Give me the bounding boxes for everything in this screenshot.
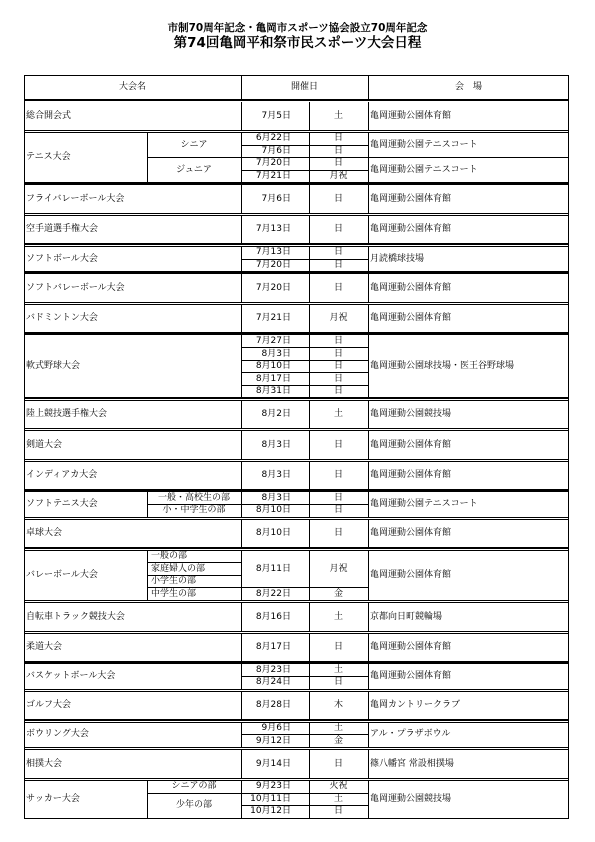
- date-cell: 8月3日: [261, 470, 291, 481]
- schedule-table: [24, 75, 569, 819]
- day-cell: 日: [333, 470, 343, 481]
- category-label: シニアの部: [171, 781, 217, 792]
- day-cell: 日: [333, 492, 343, 503]
- event-name: バドミントン大会: [26, 313, 98, 324]
- category-label: 一般・高校生の部: [157, 492, 230, 503]
- date-cell: 8月17日: [255, 642, 291, 653]
- day-cell: 日: [333, 528, 343, 539]
- date-cell: 7月13日: [255, 224, 291, 235]
- venue-name: 亀岡運動公園体育館: [370, 224, 452, 235]
- date-cell: 9月14日: [255, 758, 291, 769]
- event-name: ゴルフ大会: [26, 700, 72, 711]
- day-cell: 日: [333, 758, 343, 769]
- day-cell: 日: [333, 282, 343, 293]
- header-divider: [241, 75, 242, 99]
- day-cell: 土: [333, 110, 343, 121]
- venue-name: 亀岡運動公園体育館: [370, 439, 452, 450]
- day-cell: 日: [333, 145, 343, 156]
- day-cell: 日: [333, 806, 343, 817]
- date-cell: 7月27日: [255, 336, 291, 347]
- event-name: インディアカ大会: [26, 470, 98, 481]
- event-name: ボウリング大会: [26, 729, 89, 740]
- table-right-border: [568, 75, 569, 818]
- date-cell: 8月23日: [255, 664, 291, 675]
- column-header-event: 大会名: [118, 82, 146, 92]
- venue-name: 亀岡運動公園体育館: [370, 193, 452, 204]
- event-name: テニス大会: [26, 152, 71, 163]
- date-cell: 7月20日: [255, 158, 291, 169]
- date-cell: 8月17日: [255, 373, 291, 384]
- venue-name: 亀岡運動公園体育館: [370, 313, 452, 324]
- date-cell: 8月10日: [255, 361, 291, 372]
- date-cell: 8月10日: [255, 505, 291, 516]
- category-label: 一般の部: [151, 551, 188, 562]
- event-name: 剣道大会: [26, 439, 63, 450]
- page-title: 第74回亀岡平和祭市民スポーツ大会日程: [173, 35, 422, 51]
- day-cell: 日: [333, 336, 343, 347]
- event-name: 陸上競技選手権大会: [26, 408, 108, 419]
- date-cell: 8月3日: [261, 348, 291, 359]
- day-cell: 日: [333, 224, 343, 235]
- date-cell: 8月11日: [255, 563, 291, 574]
- date-cell: 9月23日: [255, 781, 291, 792]
- event-name: 軟式野球大会: [26, 361, 81, 372]
- venue-name: アル・プラザボウル: [370, 729, 451, 740]
- day-cell: 日: [333, 193, 343, 204]
- event-name: ソフトテニス大会: [26, 499, 98, 510]
- venue-name: 篠八幡宮 常設相撲場: [370, 758, 454, 769]
- date-cell: 7月20日: [255, 282, 291, 293]
- column-header-date: 開催日: [290, 82, 318, 92]
- date-cell: 8月28日: [255, 700, 291, 711]
- venue-name: 亀岡運動公園体育館: [370, 569, 452, 580]
- day-cell: 月祝: [329, 170, 348, 181]
- column-header-venue: 会 場: [454, 82, 482, 92]
- category-label: 家庭婦人の部: [151, 563, 206, 574]
- subtitle: 市制70周年記念・亀岡市スポーツ協会設立70周年記念: [167, 22, 428, 34]
- venue-name: 亀岡運動公園体育館: [370, 642, 452, 653]
- venue-name: 亀岡運動公園体育館: [370, 528, 452, 539]
- day-cell: 日: [333, 133, 343, 144]
- event-name: 自転車トラック競技大会: [26, 611, 125, 622]
- day-cell: 土: [333, 611, 343, 622]
- venue-name: 亀岡運動公園体育館: [370, 282, 452, 293]
- venue-name: 京都向日町競輪場: [370, 611, 443, 622]
- day-cell: 日: [333, 505, 343, 516]
- event-name: バレーボール大会: [26, 569, 98, 580]
- row-divider: [24, 99, 569, 101]
- venue-name: 亀岡運動公園体育館: [370, 110, 452, 121]
- day-cell: 土: [333, 793, 343, 804]
- venue-name: 亀岡運動公園競技場: [370, 793, 452, 804]
- date-cell: 7月6日: [261, 193, 291, 204]
- table-left-border: [24, 75, 25, 818]
- day-cell: 日: [333, 361, 343, 372]
- day-cell: 木: [333, 700, 343, 711]
- date-cell: 7月5日: [261, 110, 291, 121]
- venue-name: 亀岡運動公園テニスコート: [370, 164, 478, 175]
- table-bottom-border: [24, 818, 569, 819]
- venue-name: 亀岡運動公園体育館: [370, 671, 452, 682]
- category-label: シニア: [180, 139, 208, 150]
- event-name: フライバレーボール大会: [26, 193, 125, 204]
- event-name: 柔道大会: [26, 642, 63, 653]
- date-cell: 9月6日: [261, 723, 291, 734]
- date-cell: 7月6日: [261, 145, 291, 156]
- date-cell: 8月31日: [255, 386, 291, 397]
- date-cell: 7月21日: [255, 170, 291, 181]
- date-cell: 7月20日: [255, 259, 291, 270]
- header-divider: [368, 75, 369, 99]
- venue-name: 亀岡運動公園テニスコート: [370, 139, 478, 150]
- day-cell: 日: [333, 348, 343, 359]
- day-cell: 日: [333, 642, 343, 653]
- date-cell: 10月11日: [250, 793, 291, 804]
- event-name: 総合開会式: [26, 110, 72, 121]
- category-label: 中学生の部: [151, 588, 197, 599]
- day-cell: 月祝: [329, 313, 348, 324]
- event-name: ソフトバレーボール大会: [26, 282, 125, 293]
- date-cell: 7月13日: [255, 247, 291, 258]
- date-cell: 8月3日: [261, 439, 291, 450]
- date-cell: 8月24日: [255, 677, 291, 688]
- category-label: 小学生の部: [151, 576, 197, 587]
- venue-name: 亀岡運動公園テニスコート: [370, 499, 478, 510]
- day-cell: 日: [333, 439, 343, 450]
- date-cell: 10月12日: [250, 806, 291, 817]
- day-cell: 月祝: [329, 563, 348, 574]
- day-cell: 日: [333, 259, 343, 270]
- event-name: バスケットボール大会: [26, 671, 116, 682]
- venue-name: 亀岡カントリークラブ: [370, 700, 461, 711]
- venue-name: 亀岡運動公園体育館: [370, 470, 452, 481]
- date-cell: 8月22日: [255, 588, 291, 599]
- day-cell: 土: [333, 664, 343, 675]
- venue-name: 亀岡運動公園競技場: [370, 408, 452, 419]
- day-cell: 金: [333, 588, 343, 599]
- day-cell: 火祝: [329, 781, 348, 792]
- day-cell: 日: [333, 386, 343, 397]
- venue-name: 月読橋球技場: [370, 253, 425, 264]
- day-cell: 土: [333, 408, 343, 419]
- day-cell: 日: [333, 247, 343, 258]
- date-cell: 8月16日: [255, 611, 291, 622]
- day-cell: 日: [333, 677, 343, 688]
- event-name: 空手道選手権大会: [26, 224, 99, 235]
- event-name: 相撲大会: [26, 758, 63, 769]
- category-label: 少年の部: [175, 800, 212, 811]
- date-cell: 6月22日: [255, 133, 291, 144]
- day-cell: 金: [333, 735, 343, 746]
- day-cell: 土: [333, 723, 343, 734]
- category-label: 小・中学生の部: [162, 505, 226, 516]
- category-label: ジュニア: [176, 164, 212, 175]
- day-cell: 日: [333, 373, 343, 384]
- event-name: ソフトボール大会: [26, 253, 98, 264]
- date-cell: 8月2日: [261, 408, 291, 419]
- day-cell: 日: [333, 158, 343, 169]
- venue-name: 亀岡運動公園球技場・医王谷野球場: [370, 361, 515, 372]
- event-name: 卓球大会: [26, 528, 63, 539]
- date-cell: 8月3日: [261, 492, 291, 503]
- event-name: サッカー大会: [26, 793, 80, 804]
- date-cell: 9月12日: [255, 735, 291, 746]
- date-cell: 7月21日: [255, 313, 291, 324]
- date-cell: 8月10日: [255, 528, 291, 539]
